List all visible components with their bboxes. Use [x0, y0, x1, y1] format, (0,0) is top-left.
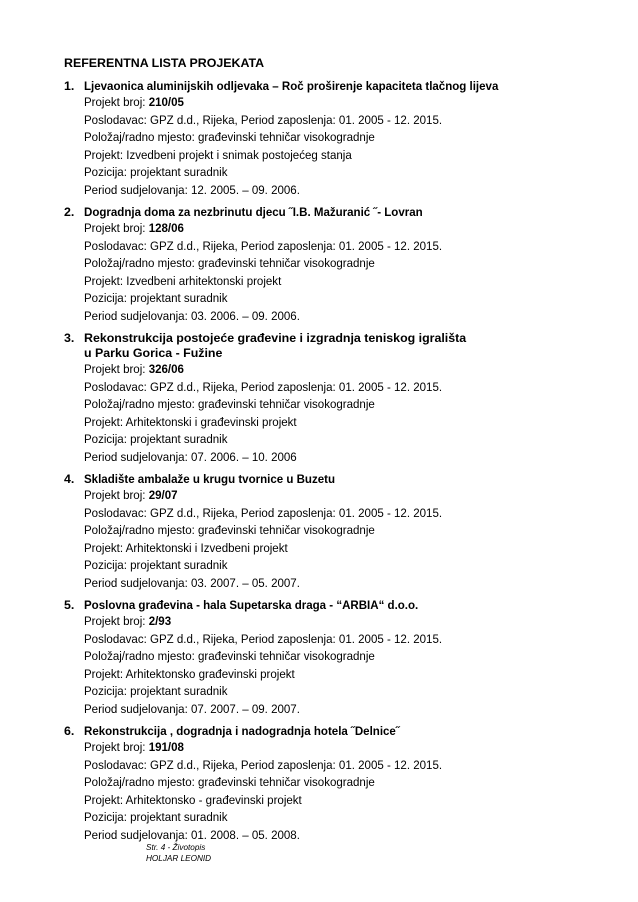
project-number-label: Projekt broj: [84, 362, 149, 376]
employer-line: Poslodavac: GPZ d.d., Rijeka, Period zaposlenja: 01. 2005 - 12. 2015. [84, 505, 443, 520]
project-number-label: Projekt broj: [84, 221, 149, 235]
project-title: Rekonstrukcija postojeće građevine i izgradnja teniskog igrališta u Parku Gorica - Fužine [84, 331, 467, 360]
project-number: 326/06 [148, 362, 184, 376]
role-line: Pozicija: projektant suradnik [84, 432, 228, 446]
employer-line: Poslodavac: GPZ d.d., Rijeka, Period zaposlenja: 01. 2005 - 12. 2015. [84, 112, 443, 127]
project-list [64, 79, 584, 850]
role-line: Pozicija: projektant suradnik [84, 291, 228, 305]
participation-period-line: Period sudjelovanja: 07. 2007. – 09. 2007. [84, 701, 300, 716]
item-number: 3. [64, 331, 75, 345]
page-title: REFERENTNA LISTA PROJEKATA [64, 56, 265, 70]
project-type-line: Projekt: Arhitektonsko - građevinski projekt [84, 792, 302, 807]
position-line: Položaj/radno mjesto: građevinski tehničar visokogradnje [84, 130, 375, 144]
project-item-5 [64, 598, 584, 718]
position-line: Položaj/radno mjesto: građevinski tehničar visokogradnje [84, 775, 375, 789]
footer-page-label: Str. 4 - Životopis [146, 843, 206, 852]
project-number-line [84, 361, 582, 379]
project-number-label: Projekt broj: [84, 488, 149, 502]
project-item-4 [64, 472, 584, 592]
participation-period-line: Period sudjelovanja: 12. 2005. – 09. 2006. [84, 182, 300, 197]
project-title: Ljevaonica aluminijskih odljevaka – Roč proširenje kapaciteta tlačnog lijeva [84, 79, 499, 93]
project-item-3 [64, 331, 584, 466]
item-number: 2. [64, 205, 75, 219]
project-number-line [84, 739, 582, 757]
project-type-line: Projekt: Izvedbeni arhitektonski projekt [84, 273, 282, 288]
role-line: Pozicija: projektant suradnik [84, 684, 228, 698]
employer-line: Poslodavac: GPZ d.d., Rijeka, Period zaposlenja: 01. 2005 - 12. 2015. [84, 238, 443, 253]
role-line: Pozicija: projektant suradnik [84, 558, 228, 572]
footer-author-name: HOLJAR LEONID [146, 853, 212, 863]
project-item-2 [64, 205, 584, 325]
item-number: 1. [64, 79, 75, 93]
project-number-label: Projekt broj: [84, 614, 149, 628]
project-number-line [84, 220, 582, 238]
participation-period-line: Period sudjelovanja: 03. 2006. – 09. 2006. [84, 308, 300, 323]
project-number: 210/05 [148, 95, 184, 109]
participation-period-line: Period sudjelovanja: 01. 2008. – 05. 2008. [84, 827, 300, 842]
project-item-1 [64, 79, 584, 199]
position-line: Položaj/radno mjesto: građevinski tehničar visokogradnje [84, 256, 375, 270]
item-number: 4. [64, 472, 75, 486]
position-line: Položaj/radno mjesto: građevinski tehničar visokogradnje [84, 397, 375, 411]
project-number-line [84, 613, 582, 631]
project-type-line: Projekt: Izvedbeni projekt i snimak postojećeg stanja [84, 147, 352, 162]
participation-period-line: Period sudjelovanja: 07. 2006. – 10. 2006 [84, 449, 297, 464]
project-number-label: Projekt broj: [84, 95, 149, 109]
project-type-line: Projekt: Arhitektonski i Izvedbeni projekt [84, 540, 288, 555]
employer-line: Poslodavac: GPZ d.d., Rijeka, Period zaposlenja: 01. 2005 - 12. 2015. [84, 379, 443, 394]
position-line: Položaj/radno mjesto: građevinski tehničar visokogradnje [84, 649, 375, 663]
item-number: 6. [64, 724, 75, 738]
item-number: 5. [64, 598, 75, 612]
project-title: Skladište ambalaže u krugu tvornice u Buzetu [84, 472, 336, 486]
role-line: Pozicija: projektant suradnik [84, 810, 228, 824]
project-number-line [84, 94, 582, 112]
employer-line: Poslodavac: GPZ d.d., Rijeka, Period zaposlenja: 01. 2005 - 12. 2015. [84, 631, 443, 646]
project-type-line: Projekt: Arhitektonski i građevinski projekt [84, 414, 297, 429]
project-number: 29/07 [148, 488, 178, 502]
position-line: Položaj/radno mjesto: građevinski tehničar visokogradnje [84, 523, 375, 537]
project-number: 2/93 [148, 614, 172, 628]
project-type-line: Projekt: Arhitektonsko građevinski projekt [84, 666, 295, 681]
project-title: Rekonstrukcija , dogradnja i nadogradnja hotela ˝Delnice˝ [84, 724, 400, 738]
project-title: Poslovna građevina - hala Supetarska draga - “ARBIA“ d.o.o. [84, 598, 419, 612]
employer-line: Poslodavac: GPZ d.d., Rijeka, Period zaposlenja: 01. 2005 - 12. 2015. [84, 757, 443, 772]
participation-period-line: Period sudjelovanja: 03. 2007. – 05. 2007. [84, 575, 300, 590]
project-number-label: Projekt broj: [84, 740, 149, 754]
project-number: 128/06 [148, 221, 184, 235]
page-footer [146, 843, 211, 864]
project-title: Dogradnja doma za nezbrinutu djecu ˝I.B. Mažuranić ˝- Lovran [84, 205, 423, 219]
project-number-line [84, 487, 582, 505]
role-line: Pozicija: projektant suradnik [84, 165, 228, 179]
project-item-6 [64, 724, 584, 844]
project-number: 191/08 [148, 740, 184, 754]
